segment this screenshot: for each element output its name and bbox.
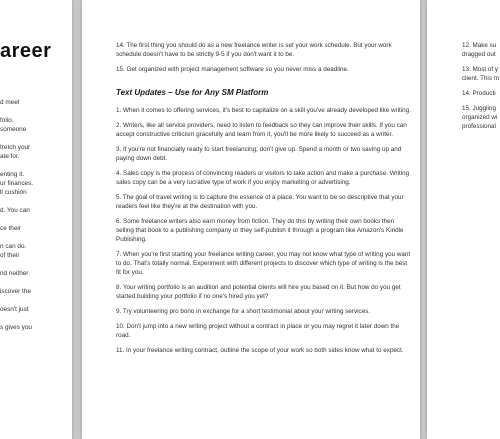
numbered-paragraph: 1. When it comes to offering services, it's best to capitalize on a skill you've already developed like writing.: [116, 107, 411, 114]
text-fragment: ate for.: [0, 153, 20, 160]
document-page-right: [427, 0, 500, 439]
numbered-paragraph: 7. When you're first starting your freelance writing career, you may not know what type of writing you want to do. That's totally normal. Experiment with different projects to discover which type of writing is the best fit for you.: [116, 251, 411, 276]
text-fragment: folio.: [0, 117, 14, 124]
text-fragment: someone: [0, 126, 27, 133]
numbered-paragraph: 9. Try volunteering pro bono in exchange for a short testimonial about your writing services.: [116, 308, 371, 315]
right-text-fragments: [462, 41, 500, 137]
text-fragment: enting it.: [0, 171, 25, 178]
text-fragment: ll cushion: [0, 189, 27, 196]
text-fragment: [0, 233, 72, 242]
section-heading: Text Updates – Use for Any SM Platform: [116, 88, 269, 97]
text-fragment: [0, 161, 72, 170]
paragraph-fragment: [462, 41, 500, 59]
text-fragment: [0, 260, 72, 269]
text-fragment: ur finances.: [0, 180, 34, 187]
left-text-fragments: [0, 98, 72, 332]
text-fragment-line: professional: [462, 123, 496, 130]
text-fragment: [0, 134, 72, 143]
page-body: [116, 41, 412, 361]
numbered-paragraph: 14. The first thing you should do as a new freelance writer is set your work schedule. But your work schedule doesn't have to be strictly 9-5 if you don't want it to be.: [116, 42, 392, 58]
text-updates-list: [116, 106, 412, 355]
text-fragment-line: 15. Juggling: [462, 105, 496, 112]
text-fragment: s gives you: [0, 324, 32, 331]
text-fragment-line: 14. Producti: [462, 90, 496, 97]
text-fragment: [0, 296, 72, 305]
numbered-paragraph: 4. Sales copy is the process of convincing readers or visitors to take action and make a purchase. Writing sales copy can be a very lucrative type of work if you enjoy marketing or advertising.: [116, 170, 410, 186]
text-fragment: [0, 197, 72, 206]
text-fragment: iscover the: [0, 288, 31, 295]
paragraph-fragment: [462, 65, 500, 83]
numbered-paragraph: 11. In your freelance writing contract, outline the scope of your work so both sides know what to expect.: [116, 347, 404, 354]
numbered-paragraph: 15. Get organized with project management software so you never miss a deadline.: [116, 66, 349, 73]
numbered-paragraph: 6. Some freelance writers also earn money from fiction. They do this by writing their own books then selling that book to a publishing company or they self-publish it through a program like Amazon's Kindle Publishing.: [116, 218, 404, 243]
text-fragment: tretch your: [0, 144, 31, 151]
text-fragment: [0, 314, 72, 323]
text-fragment: of their: [0, 252, 20, 259]
document-page-middle: [82, 0, 420, 439]
text-fragment-line: client. This m: [462, 75, 499, 82]
numbered-paragraph: 5. The goal of travel writing is to capture the essence of a place. You want to be so descriptive that your readers feel like they're at the destination with you.: [116, 194, 404, 210]
text-fragment: d meet: [0, 99, 20, 106]
text-fragment: oesn't just: [0, 306, 29, 313]
text-fragment: [0, 107, 72, 116]
numbered-paragraph: 10. Don't jump into a new writing project without a contract in place or you may regret it later down the road.: [116, 323, 400, 339]
text-fragment-line: organized wi: [462, 114, 498, 121]
text-fragment-line: dragged out: [462, 51, 496, 58]
page-title-fragment: areer: [0, 40, 52, 62]
text-fragment: [0, 278, 72, 287]
paragraph-fragment: [462, 104, 500, 131]
text-fragment-line: 12. Make su: [462, 42, 497, 49]
text-fragment: n can do.: [0, 243, 27, 250]
text-fragment: ce their: [0, 225, 21, 232]
numbered-paragraph: 2. Writers, like all service providers, need to listen to feedback so they can improve their skills. If you can accept constructive criticism gracefully and learn from it, you'll be more likely to succeed as a writer.: [116, 122, 407, 138]
intro-list: [116, 41, 412, 74]
paragraph-fragment: [462, 89, 500, 98]
numbered-paragraph: 3. If you're not financially ready to start freelancing, don't give up. Spend a month or two saving up and paying down debt.: [116, 146, 402, 162]
text-fragment: d. You can: [0, 207, 30, 214]
text-fragment: nd neither: [0, 270, 29, 277]
text-fragment-line: 13. Most of y: [462, 66, 499, 73]
text-fragment: [0, 215, 72, 224]
document-page-left: [0, 0, 72, 439]
numbered-paragraph: 8. Your writing portfolio is an audition and potential clients will hire you based on it. But how do you get started building your portfolio if no one's hired you yet?: [116, 284, 401, 300]
